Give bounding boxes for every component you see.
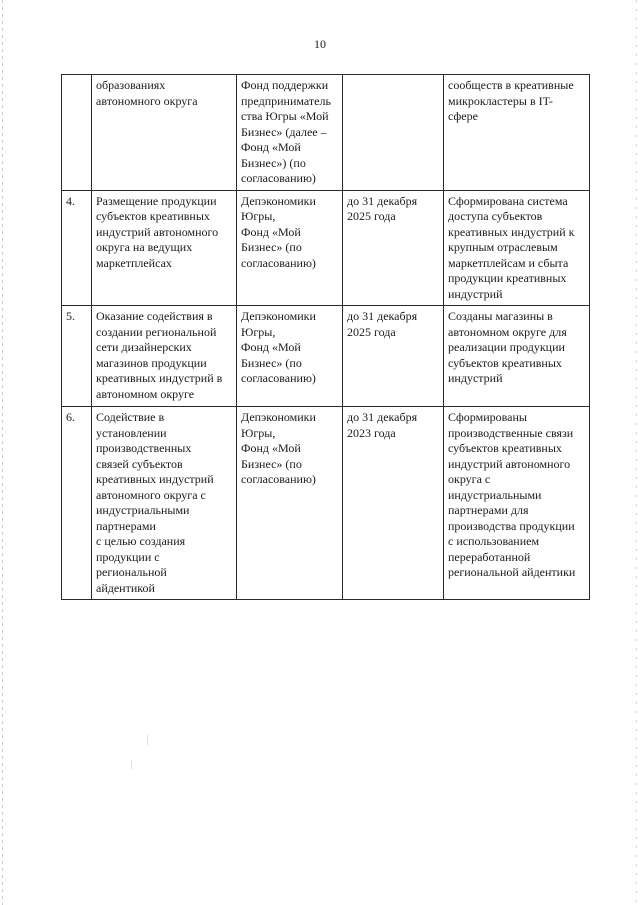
result-cell: Созданы магазины в автономном округе для реализации продукции субъектов креативных индустрий (444, 306, 590, 407)
row-number-cell: 6. (62, 407, 92, 600)
action-cell: Оказание содействия в создании региональной сети дизайнерских магазинов продукции креативных индустрий в автономном округе (92, 306, 237, 407)
scan-edge-right (636, 0, 637, 905)
deadline-cell: до 31 декабря 2023 года (343, 407, 444, 600)
deadline-cell: до 31 декабря 2025 года (343, 190, 444, 306)
result-cell: Сформированы производственные связи субъектов креативных индустрий автономного округа с индустриальными партнерами для производства продукции с использованием переработанной региональной айдентики (444, 407, 590, 600)
scan-edge-left (2, 0, 3, 905)
row-number-cell (62, 75, 92, 191)
responsible-cell: Фонд поддержки предприниматель ства Югры «Мой Бизнес» (далее – Фонд «Мой Бизнес») (по согласованию) (237, 75, 343, 191)
action-cell: Размещение продукции субъектов креативных индустрий автономного округа на ведущих маркетплейсах (92, 190, 237, 306)
table-row (62, 75, 590, 191)
result-cell: сообществ в креативные микрокластеры в IT- сфере (444, 75, 590, 191)
result-cell: Сформирована система доступа субъектов креативных индустрий к крупным отраслевым маркетплейсам и сбыта продукции креативных индустрий (444, 190, 590, 306)
deadline-cell (343, 75, 444, 191)
scan-speck (131, 760, 132, 770)
responsible-cell: Депэкономики Югры, Фонд «Мой Бизнес» (по согласованию) (237, 407, 343, 600)
action-cell: образованиях автономного округа (92, 75, 237, 191)
row-number-cell: 5. (62, 306, 92, 407)
responsible-cell: Депэкономики Югры, Фонд «Мой Бизнес» (по согласованию) (237, 190, 343, 306)
table-row (62, 407, 590, 600)
page-number: 10 (314, 37, 326, 51)
scan-speck (147, 735, 148, 745)
action-plan-table (61, 74, 590, 600)
action-cell: Содействие в установлении производственных связей субъектов креативных индустрий автономного округа с индустриальными партнерами с целью создания продукции с региональной айдентикой (92, 407, 237, 600)
table-row (62, 190, 590, 306)
deadline-cell: до 31 декабря 2025 года (343, 306, 444, 407)
row-number-cell: 4. (62, 190, 92, 306)
responsible-cell: Депэкономики Югры, Фонд «Мой Бизнес» (по согласованию) (237, 306, 343, 407)
table-row (62, 306, 590, 407)
